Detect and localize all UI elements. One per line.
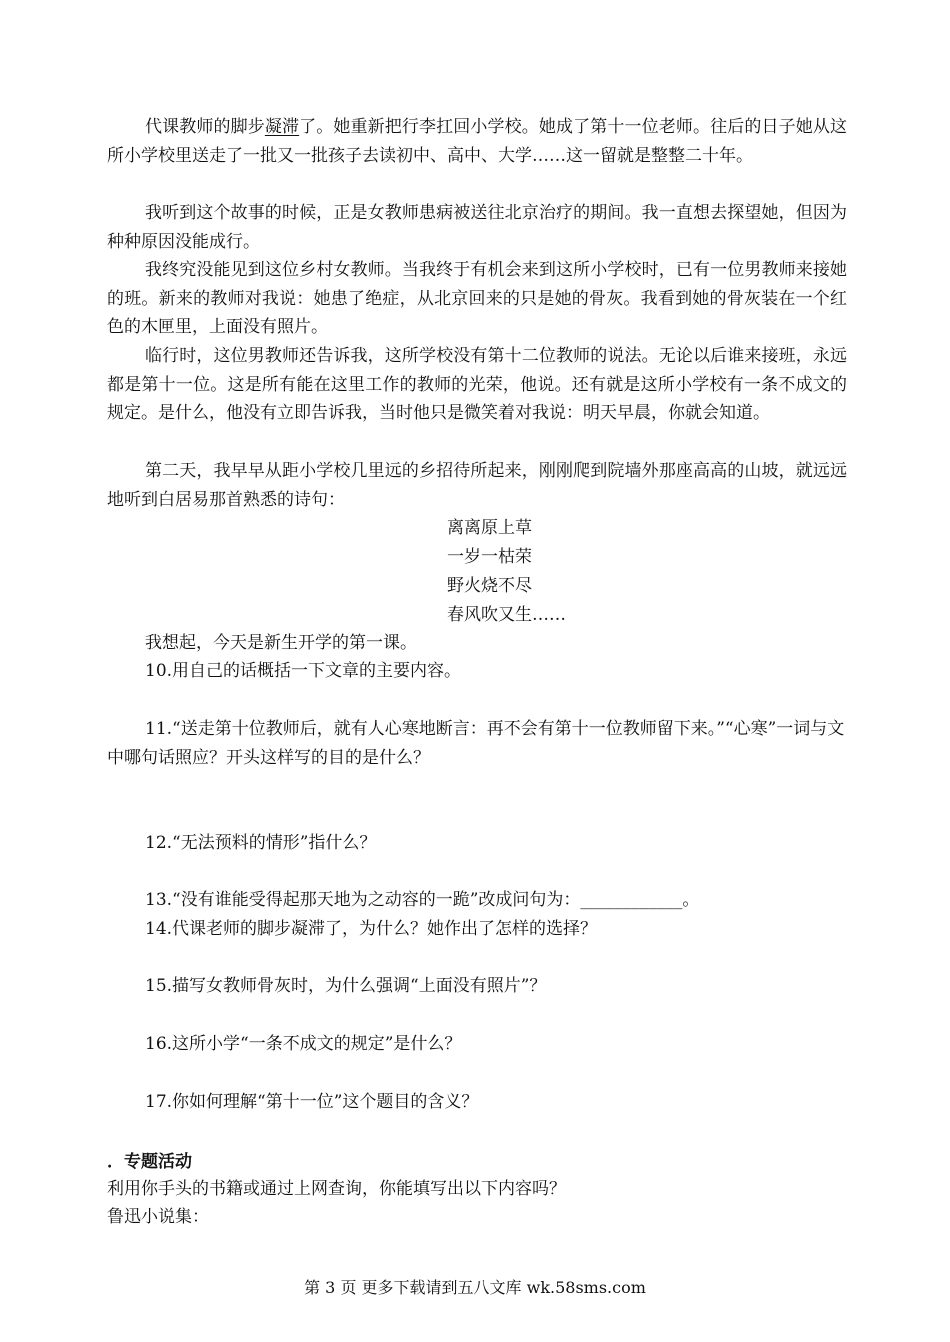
- question-16: 16.这所小学“一条不成文的规定”是什么？: [145, 1034, 462, 1054]
- question-10: 10.用自己的话概括一下文章的主要内容。: [145, 661, 462, 681]
- poem-line: 野火烧不尽: [447, 576, 532, 596]
- question-17: 17.你如何理解“第十一位”这个题目的含义？: [145, 1092, 479, 1112]
- poem-line: 离离原上草: [447, 518, 532, 538]
- page-footer: 第 3 页 更多下载请到五八文库 wk.58sms.com: [304, 1278, 646, 1297]
- paragraph-4: 临行时，这位男教师还告诉我，这所学校没有第十二位教师的说法。无论以后谁来接班，永远都是第十一位。这是所有能在这里工作的教师的光荣，他说。还有就是这所小学校有一条不成文的规定。是什么，他没有立即告诉我，当时他只是微笑着对我说：明天早晨，你就会知道。: [107, 346, 847, 423]
- paragraph-1-text-b: 了。她重新把行李扛回小学校。她成了第十一位老师。往后的日子她从这所小学校里送走了一批又一批孩子去读初中、高中、大学……这一留就是整整二十年。: [107, 117, 847, 166]
- paragraph-3: 我终究没能见到这位乡村女教师。当我终于有机会来到这所小学校时，已有一位男教师来接她的班。新来的教师对我说：她患了绝症，从北京回来的只是她的骨灰。我看到她的骨灰装在一个红色的木匣里，上面没有照片。: [107, 260, 847, 337]
- section-title: ．专题活动: [107, 1152, 192, 1172]
- paragraph-2: 我听到这个故事的时候，正是女教师患病被送往北京治疗的期间。我一直想去探望她，但因为种种原因没能成行。: [107, 203, 847, 252]
- question-11: 11.“送走第十位教师后，就有人心寒地断言：再不会有第十一位教师留下来。”“心寒”一词与文中哪句话照应？开头这样写的目的是什么？: [107, 719, 845, 768]
- paragraph-5: 第二天，我早早从距小学校几里远的乡招待所起来，刚刚爬到院墙外那座高高的山坡，就远远地听到白居易那首熟悉的诗句：: [107, 461, 847, 510]
- question-13: 13.“没有谁能受得起那天地为之动容的一跪”改成问句为：____________。: [145, 890, 700, 910]
- poem-line: 一岁一枯荣: [447, 547, 532, 567]
- section-line-2: 鲁迅小说集：: [107, 1207, 209, 1227]
- section-line-1: 利用你手头的书籍或通过上网查询，你能填写出以下内容吗？: [107, 1179, 566, 1199]
- paragraph-6: 我想起，今天是新生开学的第一课。: [145, 633, 417, 653]
- question-14: 14.代课老师的脚步凝滞了，为什么？她作出了怎样的选择？: [145, 919, 598, 939]
- question-15: 15.描写女教师骨灰时，为什么强调“上面没有照片”？: [145, 976, 547, 996]
- question-12: 12.“无法预料的情形”指什么？: [145, 833, 377, 853]
- poem-line: 春风吹又生……: [447, 605, 566, 625]
- paragraph-1-text-a: 代课教师的脚步: [145, 117, 265, 137]
- underlined-word: 凝滞: [264, 117, 300, 137]
- poem: [447, 514, 566, 630]
- paragraph-1: [107, 113, 847, 170]
